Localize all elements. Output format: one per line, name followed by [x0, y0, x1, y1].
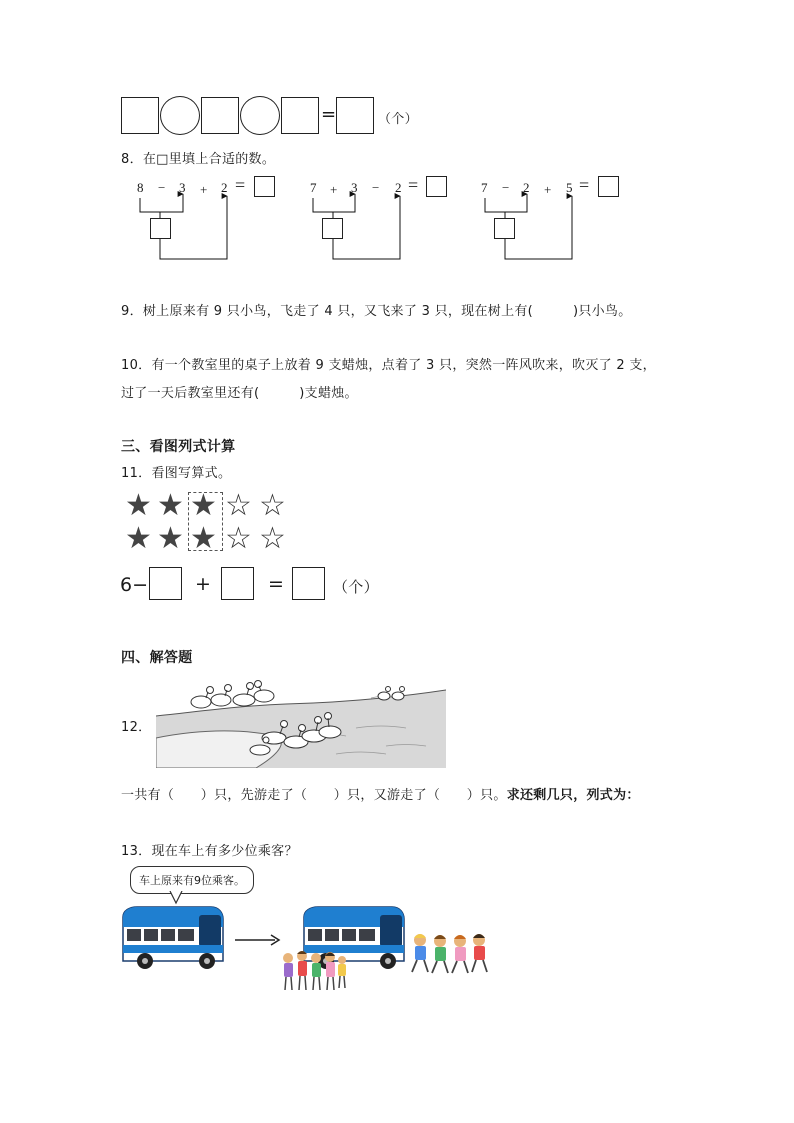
unit-label: （个） [378, 112, 418, 127]
q8-connector-lines [0, 0, 794, 300]
operator: − [502, 180, 510, 195]
bus-icon [119, 905, 227, 971]
right-arrow-icon [235, 934, 281, 946]
answer-instruction: 求还剩几只，列式为： [506, 788, 640, 803]
question-12-number: 12． [121, 720, 152, 735]
dashed-selection-box [188, 488, 223, 551]
question-9: 9．树上原来有 9 只小鸟，飞走了 4 只，又飞来了 3 只，现在树上有( )只小鸟。 [121, 304, 632, 319]
operand: 8 [137, 180, 144, 195]
hollow-star-icon: ☆ [225, 521, 252, 556]
operand: 7 [310, 180, 317, 195]
question-10-line-1: 10．有一个教室里的桌子上放着 9 支蜡烛，点着了 3 只，突然一阵风吹来，吹灭了 2 支， [121, 358, 656, 373]
equals-sign: = [321, 104, 337, 125]
question-13-title: 13．现在车上有多少位乘客？ [121, 844, 298, 859]
filled-star-icon: ★ [190, 521, 217, 556]
speech-bubble [130, 866, 254, 894]
section-3-title: 三、看图列式计算 [121, 439, 236, 455]
equals-sign: = [408, 175, 419, 195]
operator: − [158, 180, 166, 195]
filled-star-icon: ★ [157, 521, 184, 556]
question-10-line-2: 过了一天后教室里还有( )支蜡烛。 [121, 386, 358, 401]
filled-star-icon: ★ [125, 488, 152, 523]
operand: 5 [566, 180, 573, 195]
hollow-star-icon: ☆ [259, 488, 286, 523]
geese-pond-illustration [156, 676, 446, 768]
unit-label: （个） [333, 578, 379, 596]
expression-start: 6− [120, 574, 149, 596]
equals-sign: = [235, 175, 246, 195]
question-11-title: 11．看图写算式。 [121, 466, 232, 481]
answer-box[interactable] [221, 567, 254, 600]
operand: 7 [481, 180, 488, 195]
filled-star-icon: ★ [190, 488, 217, 523]
operand: 2 [395, 180, 402, 195]
children-leaving-group [408, 932, 490, 978]
result-box[interactable] [292, 567, 325, 600]
question-8-title: 8．在□里填上合适的数。 [121, 152, 276, 167]
speech-bubble-tail [168, 891, 188, 905]
section-4-title: 四、解答题 [121, 650, 193, 666]
filled-star-icon: ★ [157, 488, 184, 523]
equals-sign: = [268, 573, 284, 595]
answer-box[interactable] [149, 567, 182, 600]
operand: 2 [523, 180, 530, 195]
speech-text: 车上原来有9位乘客。 [139, 874, 245, 887]
filled-star-icon: ★ [125, 521, 152, 556]
plus-sign: + [195, 573, 211, 595]
equals-sign: = [579, 175, 590, 195]
children-boarding-group [280, 950, 350, 996]
operator: + [330, 182, 338, 197]
operand: 2 [221, 180, 228, 195]
operand: 3 [351, 180, 358, 195]
operator: − [372, 180, 380, 195]
answer-blanks-text[interactable]: 一共有（ ）只，先游走了（ ）只，又游走了（ ）只。 [121, 788, 507, 803]
operator: + [544, 182, 552, 197]
question-12-answer [121, 784, 640, 803]
operator: + [200, 182, 208, 197]
hollow-star-icon: ☆ [225, 488, 252, 523]
hollow-star-icon: ☆ [259, 521, 286, 556]
operand: 3 [179, 180, 186, 195]
